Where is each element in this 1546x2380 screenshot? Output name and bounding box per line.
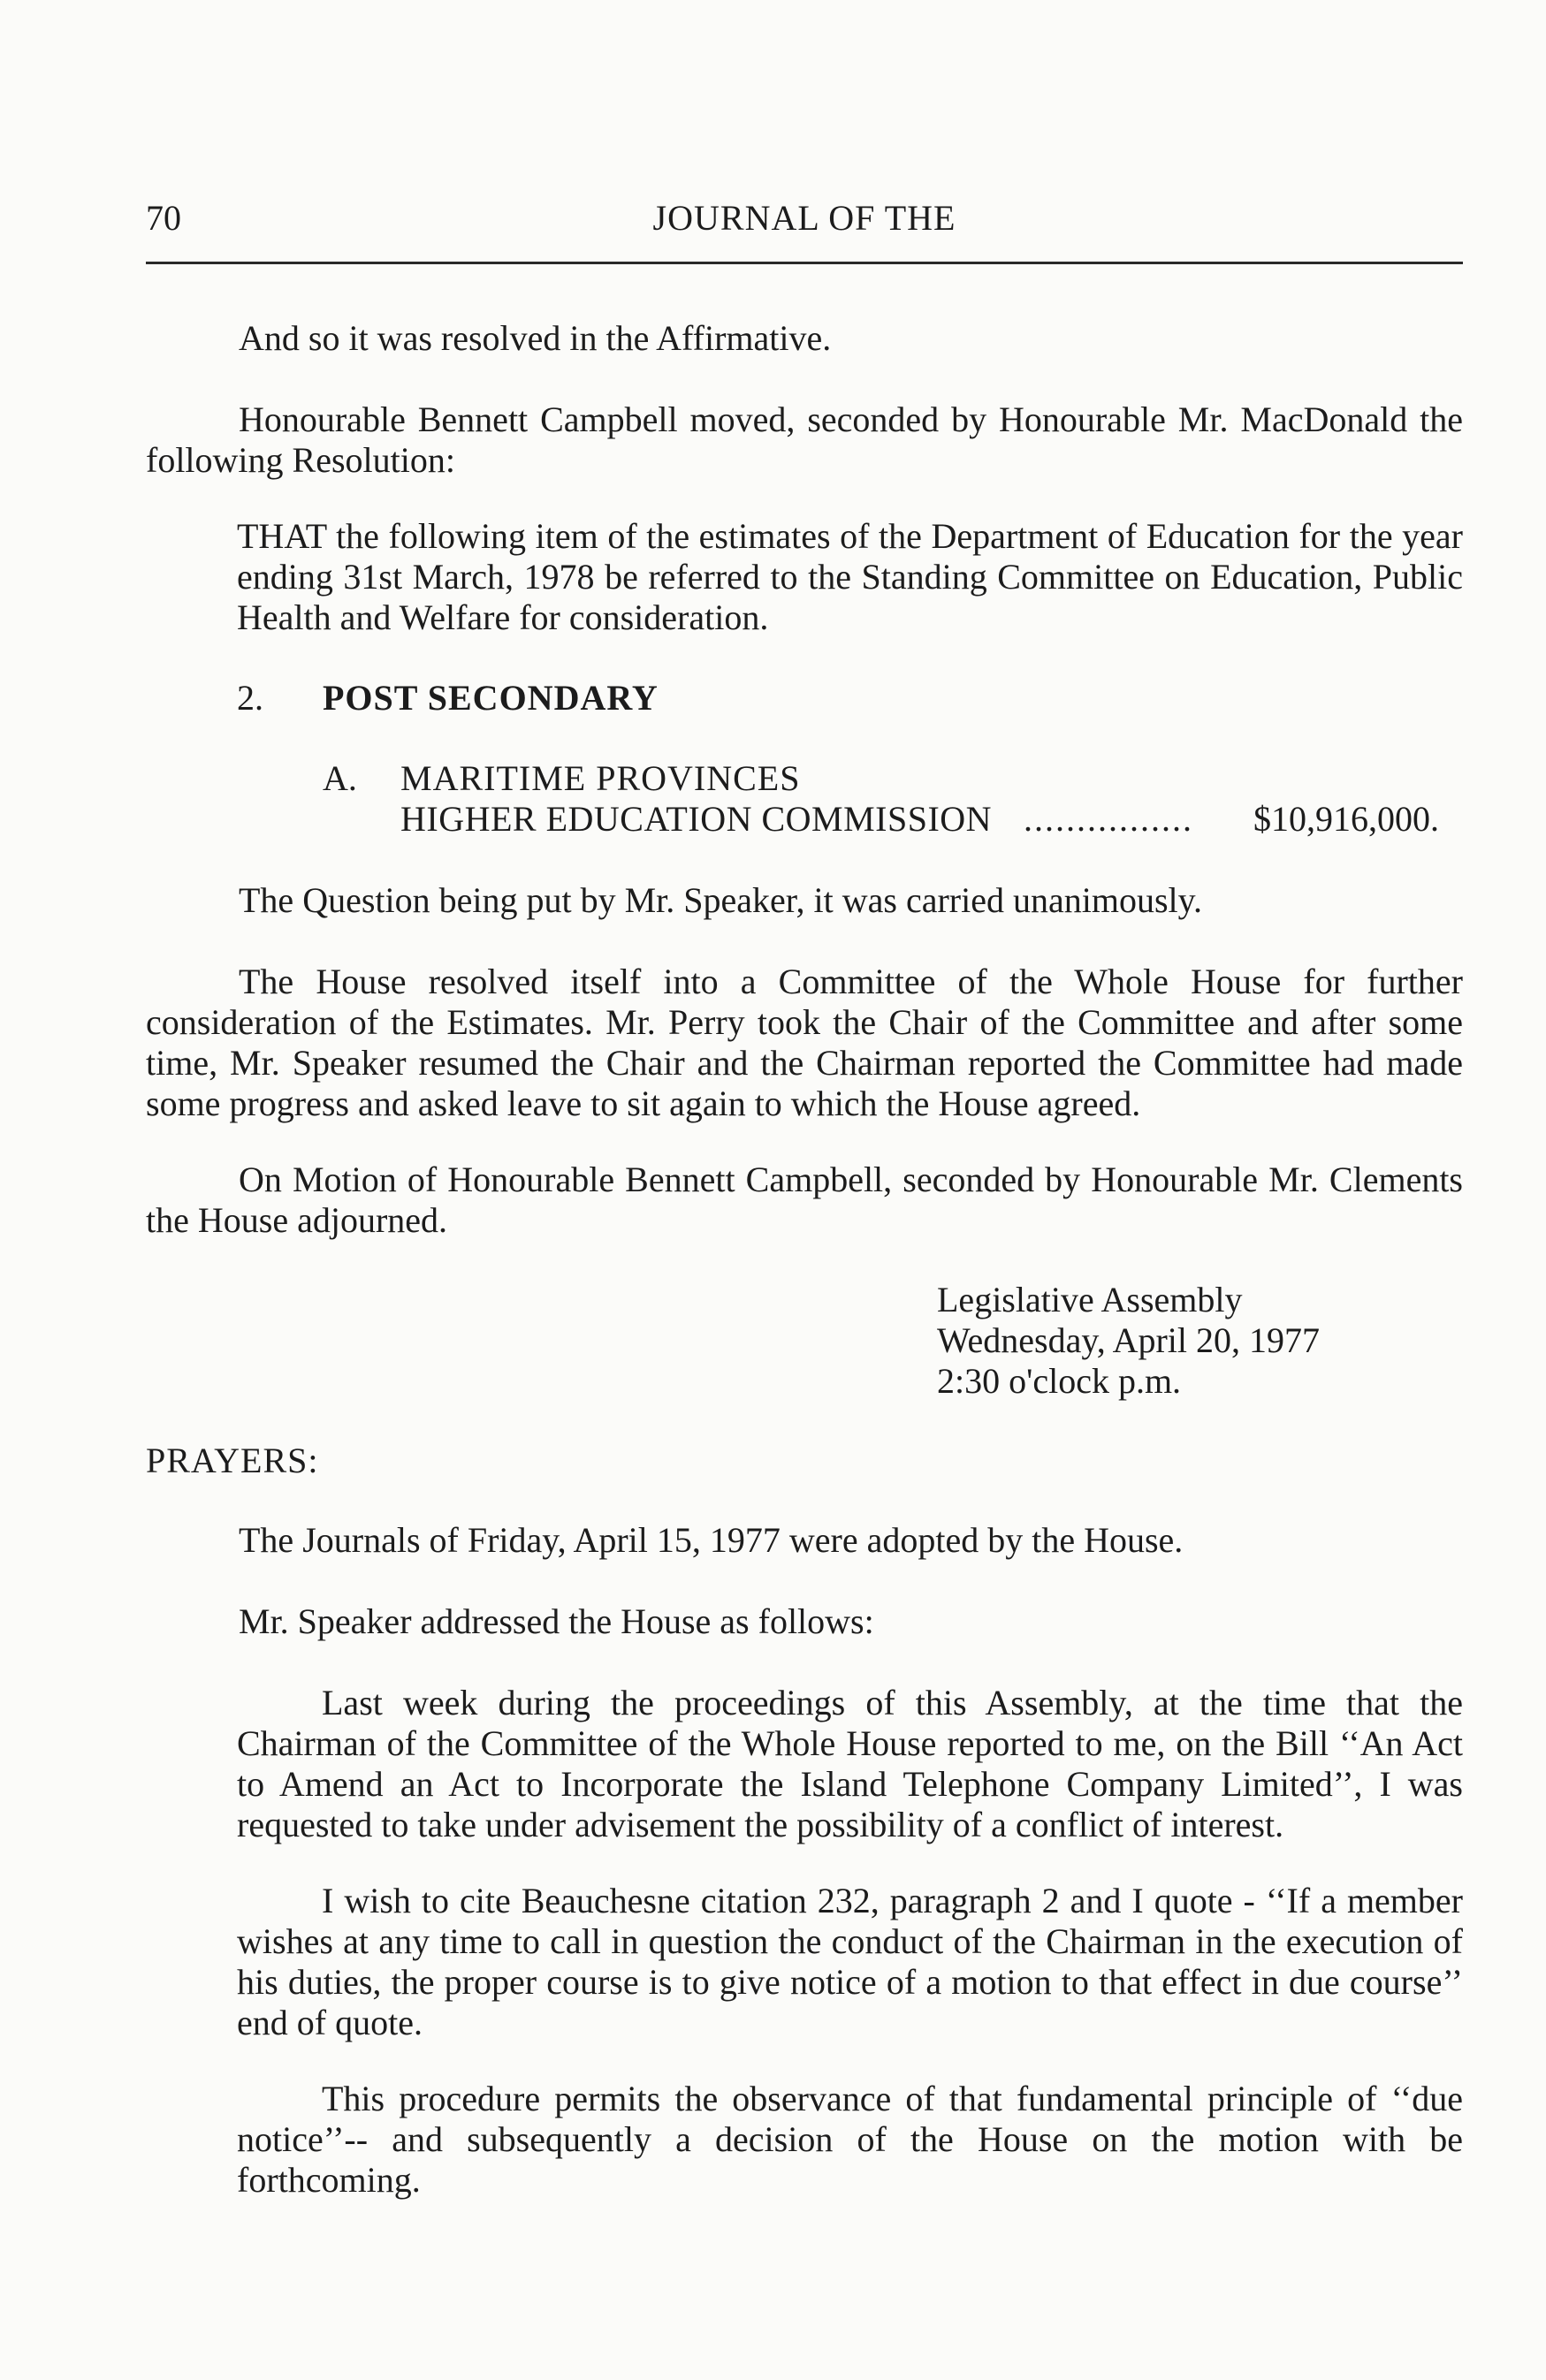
header-rule	[146, 262, 1463, 264]
dot-leader: ................	[1024, 799, 1193, 839]
speech-paragraph-1: Last week during the proceedings of this Assembly, at the time that the Chairman of the Committee of the Whole House reported to me, on the Bill ‘‘An Act to Amend an Act to Incorporate the Island Telephone Company Limited’’, I was requested to take under advisement the possibility of a conflict of interest.	[237, 1683, 1463, 1844]
running-head: JOURNAL OF THE	[652, 198, 956, 238]
question-paragraph: The Question being put by Mr. Speaker, it was carried unanimously.	[239, 880, 1203, 920]
page-header	[146, 198, 1463, 247]
item-title: POST SECONDARY	[323, 678, 659, 718]
estimate-amount: $10,916,000.	[1253, 799, 1439, 839]
speaker-intro: Mr. Speaker addressed the House as follows:	[239, 1601, 874, 1641]
affirmative-paragraph: And so it was resolved in the Affirmative.	[239, 318, 832, 358]
committee-paragraph: The House resolved itself into a Committee of the Whole House for further consideration of the Estimates. Mr. Perry took the Chair of the Committee and after some time, Mr. Speaker resumed the Chair and the Chairman reported the Committee had made some progress and asked leave to sit again to which the House agreed.	[146, 962, 1463, 1123]
journals-paragraph: The Journals of Friday, April 15, 1977 were adopted by the House.	[239, 1520, 1184, 1560]
sitting-place: Legislative Assembly	[937, 1280, 1243, 1319]
sitting-time: 2:30 o'clock p.m.	[937, 1361, 1182, 1401]
sub-item-title-line1: MARITIME PROVINCES	[400, 758, 801, 798]
sub-item-title-line2: HIGHER EDUCATION COMMISSION	[400, 799, 993, 839]
speech-paragraph-3: This procedure permits the observance of that fundamental principle of ‘‘due notice’’-- and subsequently a decision of the House on the motion with be forthcoming.	[237, 2079, 1463, 2200]
item-number: 2.	[237, 678, 263, 718]
motion-paragraph: Honourable Bennett Campbell moved, seconded by Honourable Mr. MacDonald the following Resolution:	[146, 399, 1463, 480]
sitting-date: Wednesday, April 20, 1977	[937, 1320, 1321, 1360]
page-number: 70	[146, 198, 181, 238]
adjourn-paragraph: On Motion of Honourable Bennett Campbell, seconded by Honourable Mr. Clements the House adjourned.	[146, 1160, 1463, 1240]
resolution-paragraph: THAT the following item of the estimates of the Department of Education for the year ending 31st March, 1978 be referred to the Standing Committee on Education, Public Health and Welfare for consideration.	[237, 516, 1463, 637]
sub-item-letter: A.	[323, 758, 357, 798]
speech-paragraph-2: I wish to cite Beauchesne citation 232, paragraph 2 and I quote - ‘‘If a member wishes at any time to call in question the conduct of the Chairman in the execution of his duties, the proper course is to give notice of a motion to that effect in due course’’ end of quote.	[237, 1881, 1463, 2042]
prayers-heading: PRAYERS:	[146, 1441, 319, 1480]
